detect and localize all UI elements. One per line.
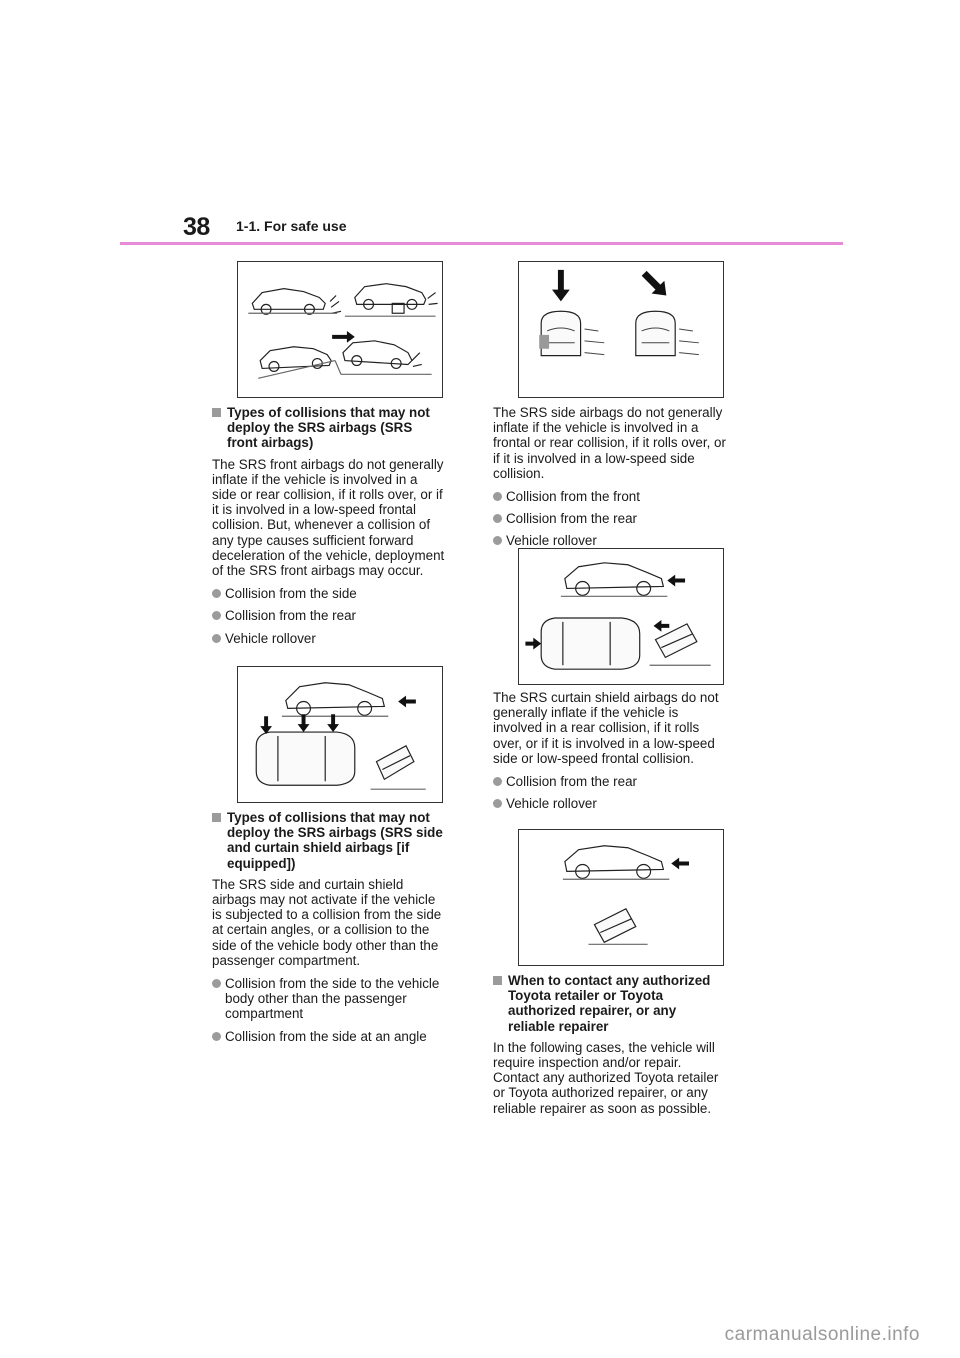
bullet-dot-icon [493,536,502,545]
bullet-dot-icon [493,492,502,501]
watermark: carmanualsonline.info [724,1324,920,1345]
list-item: Collision from the rear [212,608,445,623]
list-item: Collision from the rear [493,774,726,789]
heading-square-icon [493,976,502,985]
list-item: Collision from the side to the vehicle body other than the passenger compartment [212,976,445,1022]
list-item: Collision from the side at an angle [212,1029,445,1044]
side-curtain-paragraph: The SRS side and curtain shield airbags may not activate if the vehicle is subjected to a collision from the side at certain angles, or a collision to the side of the vehicle body other than the passenger compartment. [212,876,442,968]
bullet-dot-icon [212,979,221,988]
right-column [493,405,726,556]
heading-side-curtain-airbags: Types of collisions that may not deploy the SRS airbags (SRS side and curtain shield airbags [if equipped]) [212,810,445,871]
list-item: Vehicle rollover [212,631,445,646]
list-item: Vehicle rollover [493,533,726,548]
side-collision-illustration [519,262,723,397]
bullet-dot-icon [212,589,221,598]
front-collision-illustration [238,262,442,397]
contact-paragraph: In the following cases, the vehicle will require inspection and/or repair. Contact any authorized Toyota retailer or Toyota authorized repairer, or any reliable repairer as soon as possible. [493,1039,719,1116]
bullet-dot-icon [493,777,502,786]
right-column-lower [493,973,726,1124]
side-airbag-paragraph: The SRS side airbags do not generally inflate if the vehicle is involved in a frontal or rear collision, if it rolls over, or if it is involved in a low-speed side collision. [493,405,726,481]
bullet-dot-icon [212,634,221,643]
list-item: Collision from the rear [493,511,726,526]
figure-side-airbag-exclusions [518,548,724,685]
curtain-airbag-paragraph: The SRS curtain shield airbags do not generally inflate if the vehicle is involved in a rear collision, if it rolls over, or if it is involved in a low-speed side or low-speed frontal collision. [493,690,719,766]
front-airbag-paragraph: The SRS front airbags do not generally inflate if the vehicle is involved in a side or rear collision, if it rolls over, or if it is involved in a low-speed frontal collision. But, whenever a collision of any type causes sufficient forward deceleration of the vehicle, deployment of the SRS front airbags may occur. [212,456,445,579]
rear-rollover-illustration [519,830,723,965]
left-column-lower [212,810,445,1051]
bullet-dot-icon [493,514,502,523]
left-column [212,405,445,653]
page-number: 38 [183,213,210,241]
bullet-dot-icon [493,799,502,808]
list-item: Vehicle rollover [493,796,726,811]
side-rear-rollover-illustration [238,667,442,802]
figure-front-airbag-exclusions [237,666,443,803]
list-item: Collision from the side [212,586,445,601]
header-rule [120,242,843,245]
section-title: 1-1. For safe use [236,218,347,234]
heading-square-icon [212,813,221,822]
bullet-dot-icon [212,611,221,620]
right-column-middle [493,690,726,818]
heading-square-icon [212,408,221,417]
bullet-dot-icon [212,1032,221,1041]
figure-front-airbag-collisions [237,261,443,398]
figure-curtain-airbag-exclusions [518,829,724,966]
front-rear-rollover-illustration [519,549,723,684]
list-item: Collision from the front [493,489,726,504]
heading-contact-retailer: When to contact any authorized Toyota retailer or Toyota authorized repairer, or any reliable repairer [493,973,726,1034]
heading-front-airbags: Types of collisions that may not deploy the SRS airbags (SRS front airbags) [212,405,445,451]
figure-side-airbag-front-collision [518,261,724,398]
